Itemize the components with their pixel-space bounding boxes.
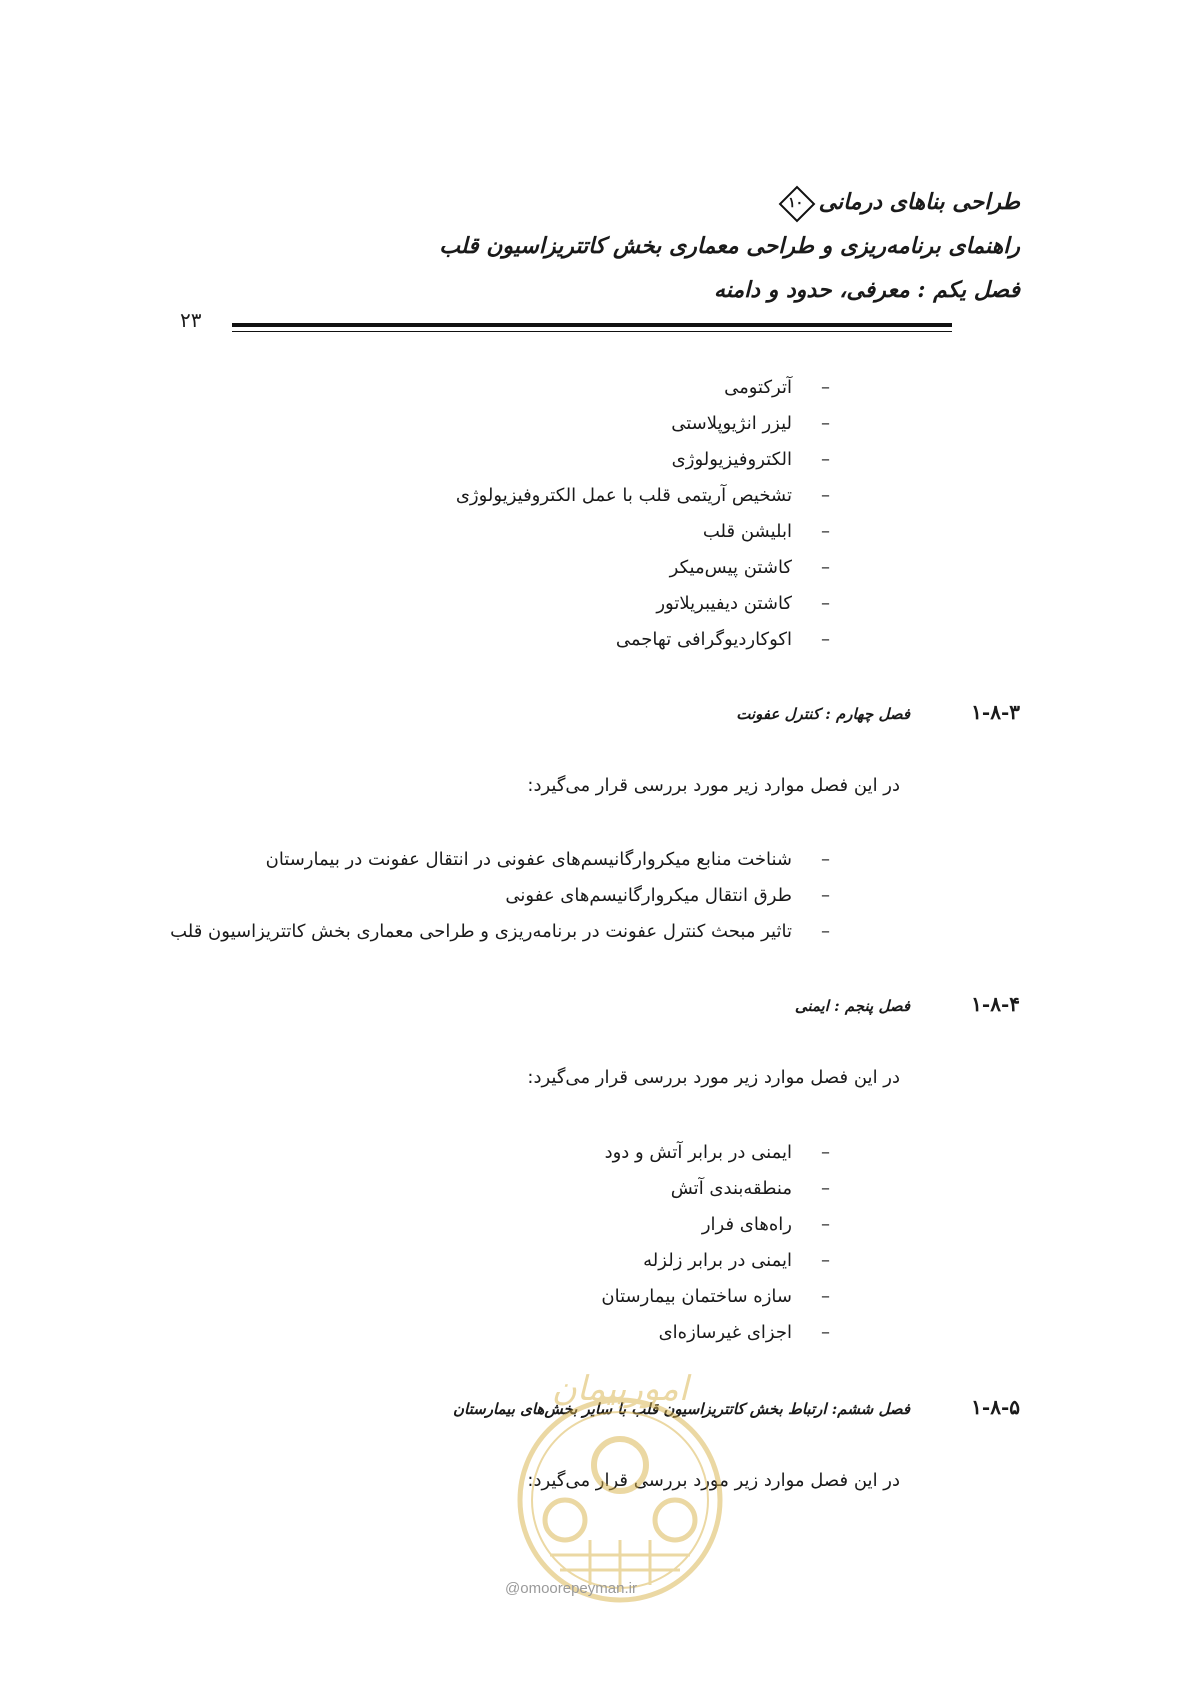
list-dash: – [821,557,830,578]
list-item: –منطقه‌بندی آتش [601,1171,830,1207]
list-item: –ایمنی در برابر آتش و دود [601,1135,830,1171]
series-title: طراحی بناهای درمانی [818,189,1020,215]
list-item: –شناخت منابع میکروارگانیسم‌های عفونی در انتقال عفونت در بیمارستان [170,842,830,878]
list-dash: – [821,1142,830,1163]
section-title: فصل ششم: ارتباط بخش کاتتریزاسیون قلب با سایر بخش‌های بیمارستان [453,1400,910,1418]
section-heading-3 [736,700,1020,730]
list-item: –سازه ساختمان بیمارستان [601,1279,830,1315]
section-title: فصل چهارم : کنترل عفونت [736,705,910,723]
list-item: –لیزر انژیوپلاستی [456,406,830,442]
book-title: راهنمای برنامه‌ریزی و طراحی معماری بخش کاتتریزاسیون قلب [439,233,1020,259]
list-dash: – [821,377,830,398]
list-dash: – [821,1178,830,1199]
list-dash: – [821,413,830,434]
list-item: –راه‌های فرار [601,1207,830,1243]
infection-control-list [170,842,830,950]
series-number-badge [781,188,811,218]
seal-logo-text: امورپیمان [551,1370,689,1409]
list-item: –آترکتومی [456,370,830,406]
header-rule-thin [232,331,952,332]
list-dash: – [821,885,830,906]
list-dash: – [821,1214,830,1235]
list-dash: – [821,521,830,542]
list-item: –تاثیر مبحث کنترل عفونت در برنامه‌ریزی و طراحی معماری بخش کاتتریزاسیون قلب [170,914,830,950]
list-dash: – [821,449,830,470]
header-rule-thick [232,323,952,327]
section-heading-4 [795,992,1020,1022]
section-intro: در این فصل موارد زیر مورد بررسی قرار می‌گیرد: [527,775,900,796]
list-item: –کاشتن دیفیبریلاتور [456,586,830,622]
list-dash: – [821,921,830,942]
list-item: –تشخیص آریتمی قلب با عمل الکتروفیزیولوژی [456,478,830,514]
list-item: –الکتروفیزیولوژی [456,442,830,478]
list-item: –کاشتن پیس‌میکر [456,550,830,586]
page-number: ۲۳ [180,308,202,332]
series-line [260,180,1020,224]
publisher-seal-icon [500,1370,740,1610]
list-dash: – [821,629,830,650]
list-dash: – [821,593,830,614]
list-item: –ابلیشن قلب [456,514,830,550]
list-dash: – [821,1286,830,1307]
section-number: ۱-۸-۳ [971,700,1020,724]
list-dash: – [821,849,830,870]
safety-list [601,1135,830,1351]
running-header [260,180,1020,312]
list-item: –اکوکاردیوگرافی تهاجمی [456,622,830,658]
list-dash: – [821,1250,830,1271]
section-intro: در این فصل موارد زیر مورد بررسی قرار می‌گیرد: [527,1470,900,1491]
section-title: فصل پنجم : ایمنی [794,997,910,1015]
list-dash: – [821,1322,830,1343]
series-number: ۱۰ [788,195,804,211]
section-number: ۱-۸-۵ [971,1395,1020,1419]
list-item: –ایمنی در برابر زلزله [601,1243,830,1279]
section-number: ۱-۸-۴ [971,992,1020,1016]
list-item: –طرق انتقال میکروارگانیسم‌های عفونی [170,878,830,914]
list-dash: – [821,485,830,506]
procedure-list [456,370,830,658]
watermark-site: @omoorepeyman.ir [505,1580,637,1597]
chapter-title: فصل یکم : معرفی، حدود و دامنه [713,277,1020,303]
section-intro: در این فصل موارد زیر مورد بررسی قرار می‌گیرد: [527,1067,900,1088]
list-item: –اجزای غیرسازه‌ای [601,1315,830,1351]
